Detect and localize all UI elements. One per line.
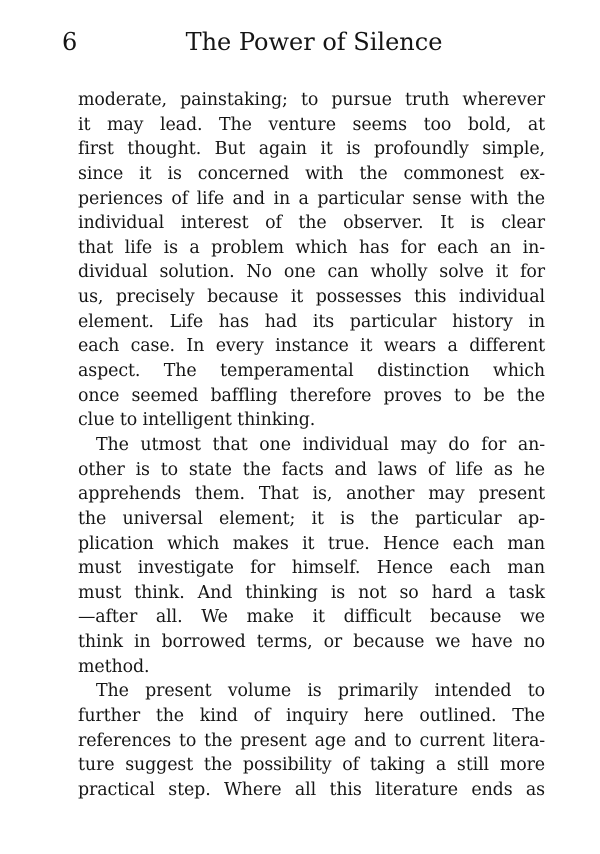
- text-line: The utmost that one individual may do for an-: [96, 434, 545, 455]
- text-line: clue to intelligent thinking.: [78, 410, 316, 431]
- text-line: ture suggest the possibility of taking a still more: [78, 755, 545, 776]
- text-line: element. Life has had its particular history in: [78, 311, 545, 332]
- text-line: first thought. But again it is profoundly simple,: [78, 139, 545, 160]
- text-line: think in borrowed terms, or because we have no: [78, 632, 545, 653]
- text-line: it may lead. The venture seems too bold, at: [78, 114, 545, 135]
- text-line: other is to state the facts and laws of life as he: [78, 459, 545, 480]
- text-line: aspect. The temperamental distinction which: [78, 361, 545, 382]
- text-line: plication which makes it true. Hence each man: [78, 533, 545, 554]
- text-line: dividual solution. No one can wholly solve it for: [78, 262, 545, 283]
- text-line: practical step. Where all this literature ends as: [78, 779, 545, 800]
- text-line: apprehends them. That is, another may present: [78, 484, 545, 505]
- paragraph: [78, 433, 545, 679]
- paragraph: [78, 679, 545, 802]
- paragraph: [78, 88, 545, 433]
- text-line: periences of life and in a particular sense with the: [78, 188, 545, 209]
- text-line: further the kind of inquiry here outlined. The: [78, 706, 545, 727]
- text-line: us, precisely because it possesses this individual: [78, 287, 545, 308]
- text-line: the universal element; it is the particular ap-: [78, 508, 545, 529]
- text-line: —after all. We make it difficult because we: [78, 607, 545, 628]
- text-line: individual interest of the observer. It is clear: [78, 213, 545, 234]
- text-line: must think. And thinking is not so hard a task: [78, 582, 545, 603]
- text-line: since it is concerned with the commonest ex-: [78, 163, 545, 184]
- text-line: The present volume is primarily intended to: [96, 681, 545, 702]
- page-header: [62, 28, 546, 62]
- text-line: must investigate for himself. Hence each man: [78, 558, 545, 579]
- running-title: The Power of Silence: [185, 28, 443, 56]
- text-line: each case. In every instance it wears a different: [78, 336, 545, 357]
- page-number: 6: [62, 28, 78, 56]
- text-line: moderate, painstaking; to pursue truth wherever: [78, 90, 545, 110]
- text-line: once seemed baffling therefore proves to be the: [78, 385, 545, 406]
- text-line: method.: [78, 656, 150, 677]
- page-body: [78, 88, 545, 803]
- text-line: that life is a problem which has for each an in-: [78, 237, 545, 258]
- text-line: references to the present age and to current litera-: [78, 730, 545, 751]
